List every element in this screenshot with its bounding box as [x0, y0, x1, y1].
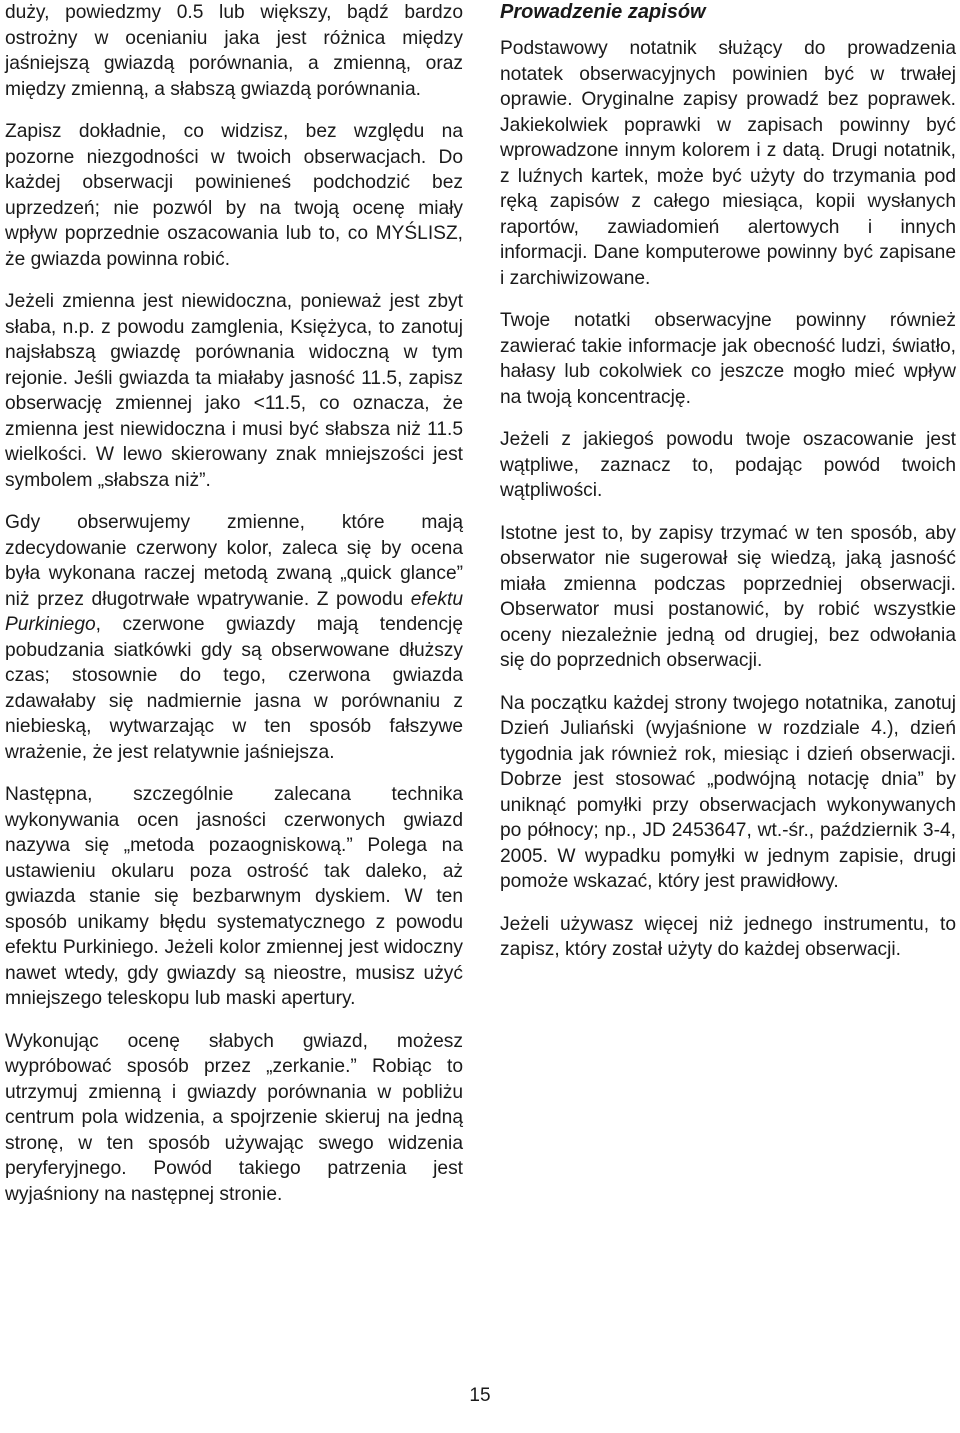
- paragraph-conditions-notes: Twoje notatki obserwacyjne powinny również zawierać takie informacje jak obecność ludzi, światło, hałasy lub cokolwiek co jeszcze mogło mieć wpływ na twoją koncentrację.: [500, 310, 956, 408]
- paragraph-extrafocal-method: Następna, szczególnie zalecana technika wykonywania ocen jasności czerwonych gwiazd nazywa się „metoda pozaogniskową.” Polega na ustawieniu okularu poza ostrość tak daleko, aż gwiazda stanie się bezbarwnym dyskiem. W ten sposób unikamy błędu systematycznego z powodu efektu Purkiniego. Jeżeli kolor zmiennej jest widoczny nawet wtedy, gdy gwiazdy są nieostre, musisz użyć mniejszego teleskopu lub maski apertury.: [5, 784, 463, 1009]
- paragraph-julian-day: Na początku każdej strony twojego notatnika, zanotuj Dzień Juliański (wyjaśnione w rozdziale 4.), dzień tygodnia jak również rok, miesiąc i dzień obserwacji. Dobrze jest stosować „podwójną notację dnia” by uniknąć pomyłki przy obserwacjach wykonywanych po północy; np., JD 2453647, wt.-śr., październik 3-4, 2005. W wypadku pomyłki w jednym zapisie, drugi pomoże wskazać, który jest prawidłowy.: [500, 692, 956, 892]
- paragraph-comparison-caution: duży, powiedzmy 0.5 lub większy, bądź bardzo ostrożny w ocenianiu jaka jest różnica między jaśniejszą gwiazdą porównania, a zmienną, oraz między zmienną, a słabszą gwiazdą porównania.: [5, 2, 463, 100]
- paragraph-notebook: Podstawowy notatnik służący do prowadzenia notatek obserwacyjnych powinien być w trwałej oprawie. Oryginalne zapisy prowadź bez poprawek. Jakiekolwiek poprawki w zapisach powinny być wprowadzone innym kolorem i z datą. Drugi notatnik, z luźnych kartek, może być użyty do trzymania pod ręką zapisów z całego miesiąca, kopii wysłanych raportów, zawiadomień alertowych i innych informacji. Dane komputerowe powinny być zapisane i zarchiwizowane.: [500, 38, 956, 289]
- section-heading-record-keeping: Prowadzenie zapisów: [500, 1, 706, 23]
- right-column: [500, 0, 956, 980]
- paragraph-instruments: Jeżeli używasz więcej niż jednego instrumentu, to zapisz, który został użyty do każdej obserwacji.: [500, 913, 956, 960]
- left-column: [5, 0, 463, 1224]
- paragraph-averted-vision: Wykonując ocenę słabych gwiazd, możesz wypróbować sposób przez „zerkanie.” Robiąc to utrzymuj zmienną i gwiazdy porównania w pobliżu centrum pola widzenia, a spojrzenie skieruj na jedną stronę, w ten sposób używając swego widzenia peryferyjnego. Powód takiego patrzenia jest wyjaśniony na następnej stronie.: [5, 1030, 463, 1205]
- paragraph-record-exactly: Zapisz dokładnie, co widzisz, bez względu na pozorne niezgodności w twoich obserwacjach. Do każdej obserwacji powinieneś podchodzić bez uprzedzeń; nie pozwól by na twoją ocenę miały wpływ poprzednie oszacowania lub to, co MYŚLISZ, że gwiazda powinna robić.: [5, 121, 463, 270]
- paragraph-red-stars-purkinje: [5, 510, 463, 765]
- purkinje-text-after: , czerwone gwiazdy mają tendencję pobudzania siatkówki gdy są obserwowane dłuższy czas; stosownie do tego, czerwona gwiazda zdawałaby się nadmiernie jasna w porównaniu z niebieską, wytwarzając w ten sposób fałszywe wrażenie, że jest relatywnie jaśniejsza.: [5, 614, 463, 763]
- paragraph-invisible-variable: Jeżeli zmienna jest niewidoczna, ponieważ jest zbyt słaba, n.p. z powodu zamglenia, Księżyca, to zanotuj najsłabszą gwiazdę porównania widoczną w tym rejonie. Jeśli gwiazda ta miałaby jasność 11.5, zapisz obserwację zmiennej jako <11.5, co oznacza, że zmienna jest niewidoczna i musi być słabsza niż 11.5 wielkości. W lewo skierowany znak mniejszości jest symbolem „słabsza niż”.: [5, 291, 463, 491]
- purkinje-effect-term: efektu Purkiniego: [5, 588, 463, 635]
- purkinje-text-before: Gdy obserwujemy zmienne, które mają zdecydowanie czerwony kolor, zaleca się by ocena była wykonana raczej metodą zwaną „quick glance” niż przez długotrwałe wpatrywanie. Z powodu: [5, 512, 463, 610]
- paragraph-independent-estimates: Istotne jest to, by zapisy trzymać w ten sposób, aby obserwator nie sugerował się wiedzą, jaką jasność miała zmienna podczas poprzedniej obserwacji. Obserwator musi postanowić, by robić wszystkie oceny niezależnie jedną od drugiej, bez odwołania się do poprzednich obserwacji.: [500, 522, 956, 671]
- paragraph-doubtful-estimate: Jeżeli z jakiegoś powodu twoje oszacowanie jest wątpliwe, zaznacz to, podając powód twoich wątpliwości.: [500, 429, 956, 501]
- page-number: 15: [469, 1385, 491, 1406]
